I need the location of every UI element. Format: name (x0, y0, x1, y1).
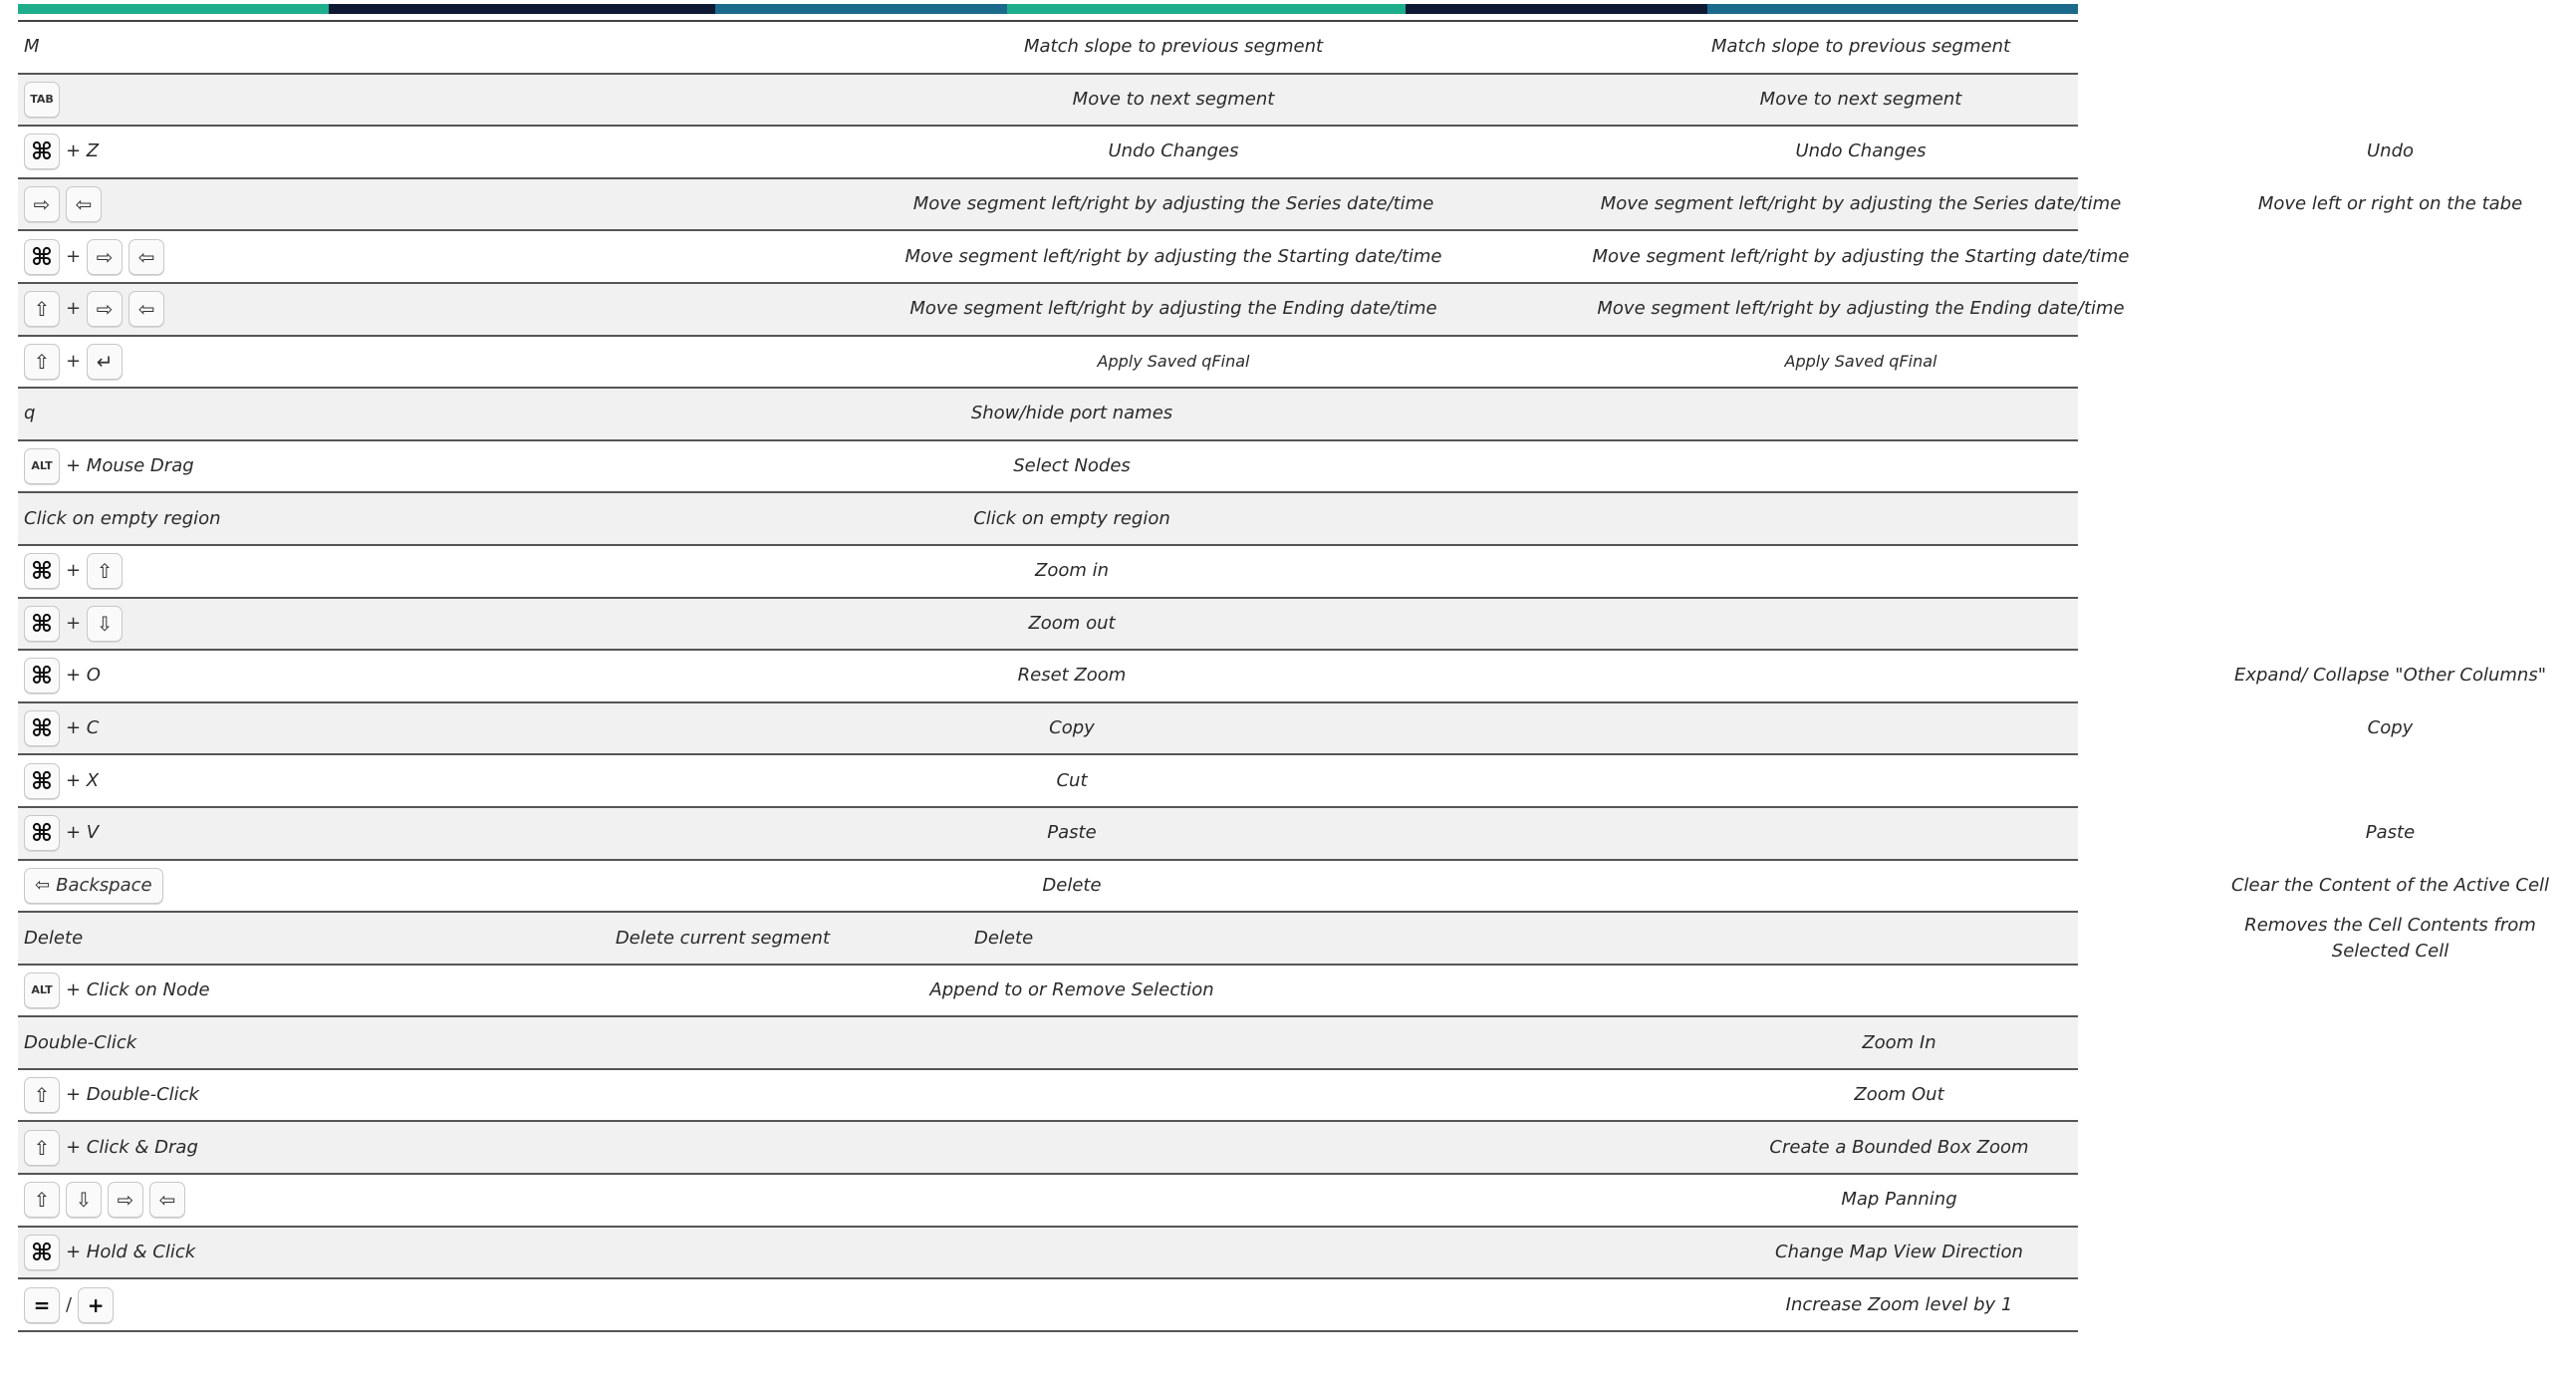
key-cell (18, 651, 332, 701)
col-c: Move segment left/right by adjusting the Ending date/time (1597, 298, 2125, 320)
key-cell (18, 1070, 332, 1121)
col-ab: Click on empty region (973, 507, 1170, 529)
col-d (2204, 441, 2576, 492)
key-cell (18, 861, 332, 912)
col-cd: Create a Bounded Box Zoom (1769, 1136, 2029, 1158)
table-row (18, 441, 2078, 494)
col-c (1517, 493, 2204, 544)
command-key-icon: ⌘ (24, 815, 60, 851)
col-cd: Zoom Out (1854, 1084, 1944, 1106)
color-band-4 (1007, 4, 1406, 14)
col-a (332, 1228, 830, 1278)
col-a (332, 1122, 830, 1173)
table-row (18, 127, 2415, 179)
right-arrow-key-icon: ⇨ (24, 186, 60, 222)
col-d (2204, 337, 2576, 388)
key-cell (18, 1228, 332, 1278)
key-cell (18, 1279, 332, 1330)
key-cell (18, 546, 332, 597)
col-ab: Reset Zoom (1017, 665, 1127, 687)
key-text: Double-Click (24, 1031, 137, 1053)
col-b (830, 1070, 1517, 1121)
col-c (1517, 808, 2204, 859)
col-b: Move segment left/right by adjusting the Starting date/time (904, 245, 1442, 267)
col-c (1517, 389, 2204, 439)
key-cell (18, 599, 332, 650)
table-row (18, 1175, 2078, 1228)
key-cell (18, 231, 332, 282)
key-cell (18, 389, 332, 439)
col-a (332, 179, 830, 230)
col-d: Copy (2367, 717, 2414, 739)
key-cell (18, 75, 332, 126)
col-c (1517, 599, 2204, 650)
col-d (2204, 231, 2576, 282)
col-d (2204, 546, 2576, 597)
key-suffix: + Click & Drag (66, 1136, 198, 1158)
col-d: Expand/ Collapse "Other Columns" (2233, 665, 2546, 687)
col-b (830, 1228, 1517, 1278)
table-row (18, 599, 2078, 652)
command-key-icon: ⌘ (24, 606, 60, 642)
table-row (18, 1017, 2078, 1070)
table-row (18, 1279, 2078, 1332)
backspace-key-icon (24, 868, 163, 904)
col-d (2204, 966, 2576, 1016)
key-cell (18, 808, 332, 859)
col-d: Clear the Content of the Active Cell (2230, 874, 2550, 896)
col-b: Move segment left/right by adjusting the Series date/time (912, 193, 1434, 215)
table-row (18, 1228, 2078, 1280)
command-key-icon: ⌘ (24, 134, 60, 169)
key-suffix: + Z (66, 140, 100, 162)
col-d (2204, 284, 2576, 335)
key-cell (18, 755, 332, 806)
plus-sign: + (66, 612, 82, 634)
col-ab: Cut (1056, 769, 1088, 791)
col-ab: Select Nodes (1013, 455, 1131, 477)
col-d: Undo (2366, 140, 2415, 162)
plus-sign: + (66, 298, 82, 320)
key-suffix: + V (66, 822, 100, 844)
table-row (18, 546, 2078, 599)
up-arrow-key-icon: ⇧ (24, 1182, 60, 1218)
col-d (2204, 599, 2576, 650)
table-row (18, 75, 2078, 128)
col-b (830, 1175, 1517, 1226)
alt-key-icon: ALT (24, 972, 60, 1008)
key-cell (18, 1122, 332, 1173)
col-cd: Increase Zoom level by 1 (1785, 1293, 2013, 1315)
col-c (1517, 546, 2204, 597)
table-row (18, 808, 2416, 861)
command-key-icon: ⌘ (24, 658, 60, 694)
table-row (18, 179, 2523, 232)
col-b: Apply Saved qFinal (1097, 351, 1250, 371)
col-a (332, 1017, 830, 1068)
key-text: M (24, 36, 40, 58)
col-ab: Show/hide port names (970, 403, 1173, 424)
col-a (332, 337, 830, 388)
col-a (332, 75, 830, 126)
key-cell (18, 703, 332, 754)
color-band-5 (1406, 4, 1707, 14)
table-row (18, 231, 2130, 284)
col-b: Move to next segment (1072, 88, 1275, 110)
slash-sign: / (66, 1293, 73, 1315)
col-a: Delete current segment (615, 928, 830, 950)
col-a (332, 127, 830, 177)
col-c (1517, 966, 2204, 1016)
col-a (332, 231, 830, 282)
table-row (18, 284, 2125, 337)
table-row (18, 1122, 2078, 1175)
col-a (332, 22, 830, 73)
col-ab: Copy (1049, 717, 1095, 739)
col-d (2204, 755, 2576, 806)
down-arrow-key-icon: ⇩ (66, 1182, 102, 1218)
key-cell (18, 1017, 332, 1068)
table-row (18, 389, 2078, 441)
shift-key-icon: ⇧ (24, 1077, 60, 1113)
shift-key-icon: ⇧ (24, 291, 60, 327)
col-ab: Zoom out (1028, 612, 1116, 634)
command-key-icon: ⌘ (24, 763, 60, 799)
plus-sign: + (66, 245, 82, 267)
key-text: Delete (24, 928, 84, 950)
col-b: Move segment left/right by adjusting the Ending date/time (909, 298, 1437, 320)
table-row (18, 1070, 2078, 1123)
col-d: Paste (2365, 822, 2416, 844)
col-ab: Zoom in (1034, 560, 1110, 582)
backspace-label: Backspace (56, 874, 152, 896)
col-c (1517, 755, 2204, 806)
key-cell (18, 1175, 332, 1226)
col-d (2204, 389, 2576, 439)
table-row (18, 337, 2078, 390)
col-cd: Change Map View Direction (1775, 1241, 2023, 1262)
color-band-2 (329, 4, 715, 14)
key-cell (18, 441, 332, 492)
enter-key-icon: ↵ (87, 344, 123, 380)
col-ab: Delete (1042, 874, 1102, 896)
right-arrow-key-icon: ⇨ (87, 239, 123, 275)
key-suffix: + Mouse Drag (66, 455, 194, 477)
key-cell (18, 179, 332, 230)
col-c (1517, 651, 2204, 701)
key-cell (18, 966, 332, 1016)
left-arrow-key-icon: ⇦ (149, 1182, 185, 1218)
backspace-arrow-icon: ⇦ (35, 874, 51, 896)
top-color-bar (18, 4, 2078, 14)
table-row (18, 966, 2078, 1018)
key-text: Click on empty region (24, 507, 221, 529)
col-c: Match slope to previous segment (1710, 36, 2011, 58)
plus-key-icon: + (78, 1287, 114, 1323)
col-c: Undo Changes (1795, 140, 1927, 162)
col-c: Move segment left/right by adjusting the Starting date/time (1592, 245, 2130, 267)
equals-key-icon: = (24, 1287, 60, 1323)
col-b: Delete (974, 928, 1034, 950)
table-row (18, 493, 2078, 546)
right-arrow-key-icon: ⇨ (108, 1182, 143, 1218)
col-c (1517, 703, 2204, 754)
key-suffix: + Hold & Click (66, 1241, 196, 1262)
col-c: Apply Saved qFinal (1784, 351, 1937, 371)
key-cell (18, 284, 332, 335)
plus-sign: + (66, 350, 82, 372)
col-ab: Append to or Remove Selection (929, 978, 1214, 1000)
col-b (830, 1279, 1517, 1330)
key-suffix: + X (66, 769, 100, 791)
key-suffix: + Click on Node (66, 978, 210, 1000)
left-arrow-key-icon: ⇦ (129, 239, 164, 275)
color-band-6 (1707, 4, 2078, 14)
up-arrow-key-icon: ⇧ (87, 553, 123, 589)
col-b: Undo Changes (1108, 140, 1239, 162)
col-c (1517, 441, 2204, 492)
key-suffix: + Double-Click (66, 1084, 199, 1106)
left-arrow-key-icon: ⇦ (66, 186, 102, 222)
key-cell (18, 493, 332, 544)
key-cell (18, 913, 332, 965)
col-cd: Zoom In (1862, 1031, 1936, 1053)
left-arrow-key-icon: ⇦ (129, 291, 164, 327)
col-d (2204, 75, 2576, 126)
col-a (332, 1070, 830, 1121)
col-d: Move left or right on the tabe (2257, 193, 2523, 215)
table-row (18, 755, 2078, 808)
col-d: Removes the Cell Contents from Selected Cell (2244, 915, 2536, 963)
command-key-icon: ⌘ (24, 710, 60, 746)
col-b (830, 1017, 1517, 1068)
col-c (1517, 913, 2204, 965)
table-row (18, 651, 2546, 703)
col-a (332, 284, 830, 335)
command-key-icon: ⌘ (24, 239, 60, 275)
table-row (18, 703, 2414, 756)
key-suffix: + O (66, 665, 101, 687)
col-a (332, 1279, 830, 1330)
key-text: q (24, 403, 36, 424)
col-b (830, 1122, 1517, 1173)
right-arrow-key-icon: ⇨ (87, 291, 123, 327)
color-band-1 (18, 4, 329, 14)
col-c (1517, 861, 2204, 912)
key-cell (18, 127, 332, 177)
command-key-icon: ⌘ (24, 553, 60, 589)
command-key-icon: ⌘ (24, 1235, 60, 1270)
shift-key-icon: ⇧ (24, 1130, 60, 1166)
color-band-3 (715, 4, 1007, 14)
key-suffix: + C (66, 717, 100, 739)
shift-key-icon: ⇧ (24, 344, 60, 380)
col-ab: Paste (1047, 822, 1097, 844)
alt-key-icon: ALT (24, 448, 60, 484)
table-row (18, 22, 2078, 75)
table-row (18, 913, 2536, 966)
col-cd: Map Panning (1841, 1189, 1957, 1211)
down-arrow-key-icon: ⇩ (87, 606, 123, 642)
col-d (2204, 493, 2576, 544)
col-b: Match slope to previous segment (1023, 36, 1324, 58)
key-cell (18, 337, 332, 388)
plus-sign: + (66, 560, 82, 582)
col-c: Move to next segment (1759, 88, 1962, 110)
table-row (18, 861, 2550, 914)
shortcut-table (18, 20, 2550, 1332)
tab-key-icon: TAB (24, 82, 60, 118)
col-d (2204, 22, 2576, 73)
col-c: Move segment left/right by adjusting the Series date/time (1600, 193, 2122, 215)
col-a (332, 1175, 830, 1226)
key-cell (18, 22, 332, 73)
